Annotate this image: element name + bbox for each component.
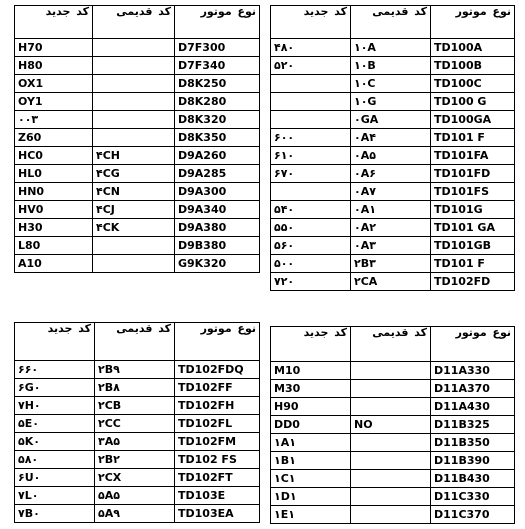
table-row [15, 433, 260, 451]
table-row [271, 111, 515, 129]
cell-motor-type: D8K280 [175, 93, 260, 111]
table-row [15, 505, 260, 523]
cell-new-code: L80 [15, 237, 93, 255]
cell-motor-type: TD102FDQ [175, 361, 260, 379]
cell-new-code: ۵۸۰ [15, 451, 95, 469]
table-row [15, 75, 260, 93]
cell-old-code: ۲B۳ [351, 255, 431, 273]
table-row [271, 506, 515, 524]
table-header-row [271, 6, 515, 39]
cell-old-code: ۴CJ [93, 201, 175, 219]
table-header-row [15, 323, 260, 361]
table-body [15, 361, 260, 523]
cell-motor-type: D11A330 [431, 362, 515, 380]
cell-new-code: ۵۰۰ [271, 255, 351, 273]
cell-motor-type: D7F300 [175, 39, 260, 57]
cell-new-code: ۷B۰ [15, 505, 95, 523]
cell-new-code: H90 [271, 398, 351, 416]
header-new-code: کد جدید [271, 327, 351, 362]
cell-old-code [93, 129, 175, 147]
cell-new-code: DD0 [271, 416, 351, 434]
header-motor-type: نوع موتور [431, 327, 515, 362]
table-header-row [15, 6, 260, 39]
cell-new-code: ۴۸۰ [271, 39, 351, 57]
table-row [271, 219, 515, 237]
cell-old-code: ۰A۷ [351, 183, 431, 201]
cell-motor-type: TD100A [431, 39, 515, 57]
cell-old-code: ۴CK [93, 219, 175, 237]
cell-old-code [93, 39, 175, 57]
header-motor-type: نوع موتور [431, 6, 515, 39]
table-row [15, 379, 260, 397]
cell-motor-type: TD102FL [175, 415, 260, 433]
cell-new-code: H80 [15, 57, 93, 75]
cell-old-code: ۲B۲ [95, 451, 175, 469]
cell-old-code: ۰A۴ [351, 129, 431, 147]
cell-old-code: ۵A۹ [95, 505, 175, 523]
cell-motor-type: TD100C [431, 75, 515, 93]
cell-old-code [351, 380, 431, 398]
cell-new-code: HN0 [15, 183, 93, 201]
cell-new-code: ۵۵۰ [271, 219, 351, 237]
cell-motor-type: D8K320 [175, 111, 260, 129]
cell-motor-type: D8K350 [175, 129, 260, 147]
cell-old-code [93, 93, 175, 111]
header-old-code: کد قدیمی [351, 327, 431, 362]
header-new-code: کد جدید [15, 323, 95, 361]
cell-old-code: ۰A۲ [351, 219, 431, 237]
cell-old-code: ۴CG [93, 165, 175, 183]
cell-new-code: ۱D۱ [271, 488, 351, 506]
cell-old-code: ۲B۹ [95, 361, 175, 379]
cell-new-code: H30 [15, 219, 93, 237]
table-row [15, 397, 260, 415]
table-top-left [14, 5, 260, 273]
cell-motor-type: TD103EA [175, 505, 260, 523]
cell-old-code: ۱۰B [351, 57, 431, 75]
cell-old-code: ۱۰C [351, 75, 431, 93]
cell-old-code: ۰A۳ [351, 237, 431, 255]
cell-motor-type: D9A300 [175, 183, 260, 201]
table-row [15, 111, 260, 129]
table-row [271, 147, 515, 165]
cell-old-code: ۴CN [93, 183, 175, 201]
cell-new-code: ۶G۰ [15, 379, 95, 397]
cell-motor-type: D11C370 [431, 506, 515, 524]
cell-old-code [93, 237, 175, 255]
cell-motor-type: TD102FT [175, 469, 260, 487]
cell-new-code: ۶۰۰ [271, 129, 351, 147]
table-row [15, 487, 260, 505]
cell-old-code: ۲CX [95, 469, 175, 487]
table-row [15, 255, 260, 273]
cell-new-code: ۱B۱ [271, 452, 351, 470]
cell-old-code: ۰A۵ [351, 147, 431, 165]
table-row [271, 452, 515, 470]
cell-old-code: ۲B۸ [95, 379, 175, 397]
table-bottom-right [270, 326, 515, 524]
cell-new-code: ۷L۰ [15, 487, 95, 505]
header-motor-type: نوع موتور [175, 323, 260, 361]
cell-motor-type: TD103E [175, 487, 260, 505]
cell-new-code: ۰۰۳ [15, 111, 93, 129]
table-row [15, 237, 260, 255]
table-row [271, 273, 515, 291]
table-body [15, 39, 260, 273]
table-row [15, 147, 260, 165]
table-row [271, 165, 515, 183]
cell-old-code [351, 488, 431, 506]
table-row [271, 93, 515, 111]
cell-old-code [93, 75, 175, 93]
table-row [15, 183, 260, 201]
cell-motor-type: TD101 F [431, 255, 515, 273]
table-row [271, 237, 515, 255]
cell-motor-type: TD102FD [431, 273, 515, 291]
table-row [15, 129, 260, 147]
cell-new-code: HC0 [15, 147, 93, 165]
cell-motor-type: D9A260 [175, 147, 260, 165]
table-body [271, 362, 515, 524]
cell-motor-type: TD102FM [175, 433, 260, 451]
table-row [15, 415, 260, 433]
cell-motor-type: D11A370 [431, 380, 515, 398]
table-top-right [270, 5, 515, 291]
table-row [271, 183, 515, 201]
cell-motor-type: D11B350 [431, 434, 515, 452]
cell-new-code: M30 [271, 380, 351, 398]
cell-motor-type: TD101FS [431, 183, 515, 201]
table-row [15, 361, 260, 379]
cell-new-code: A10 [15, 255, 93, 273]
table-row [271, 57, 515, 75]
cell-old-code [93, 111, 175, 129]
cell-motor-type: G9K320 [175, 255, 260, 273]
table-row [271, 362, 515, 380]
cell-new-code: ۵K۰ [15, 433, 95, 451]
cell-new-code [271, 183, 351, 201]
cell-old-code [351, 398, 431, 416]
table-bottom-left [14, 322, 260, 523]
cell-motor-type: TD101 GA [431, 219, 515, 237]
cell-motor-type: TD101FD [431, 165, 515, 183]
header-old-code: کد قدیمی [351, 6, 431, 39]
header-old-code: کد قدیمی [93, 6, 175, 39]
table-row [15, 469, 260, 487]
cell-new-code: HV0 [15, 201, 93, 219]
cell-old-code: ۲CC [95, 415, 175, 433]
table-row [15, 57, 260, 75]
cell-new-code: ۵E۰ [15, 415, 95, 433]
header-new-code: کد جدید [15, 6, 93, 39]
cell-motor-type: D11B390 [431, 452, 515, 470]
table-header-row [271, 327, 515, 362]
cell-old-code: NO [351, 416, 431, 434]
cell-new-code [271, 75, 351, 93]
table-row [271, 201, 515, 219]
cell-motor-type: D7F340 [175, 57, 260, 75]
cell-motor-type: D9A380 [175, 219, 260, 237]
cell-motor-type: D11B325 [431, 416, 515, 434]
cell-motor-type: TD101G [431, 201, 515, 219]
table-row [271, 416, 515, 434]
cell-new-code: Z60 [15, 129, 93, 147]
header-motor-type: نوع موتور [175, 6, 260, 39]
cell-new-code: ۵۶۰ [271, 237, 351, 255]
cell-new-code: ۶۶۰ [15, 361, 95, 379]
cell-old-code [351, 362, 431, 380]
cell-new-code: ۵۴۰ [271, 201, 351, 219]
cell-old-code [351, 506, 431, 524]
cell-motor-type: TD101FA [431, 147, 515, 165]
table-row [15, 219, 260, 237]
cell-old-code: ۰A۶ [351, 165, 431, 183]
cell-new-code: ۶U۰ [15, 469, 95, 487]
table-row [15, 201, 260, 219]
table-row [271, 39, 515, 57]
cell-motor-type: TD101GB [431, 237, 515, 255]
cell-new-code [271, 111, 351, 129]
cell-new-code: ۶۱۰ [271, 147, 351, 165]
cell-motor-type: D11A430 [431, 398, 515, 416]
cell-old-code: ۰A۱ [351, 201, 431, 219]
table-row [15, 39, 260, 57]
table-row [271, 488, 515, 506]
cell-new-code: M10 [271, 362, 351, 380]
cell-motor-type: TD102FH [175, 397, 260, 415]
header-old-code: کد قدیمی [95, 323, 175, 361]
cell-old-code: ۱۰A [351, 39, 431, 57]
cell-motor-type: D9A285 [175, 165, 260, 183]
cell-old-code [93, 57, 175, 75]
cell-old-code: ۴CH [93, 147, 175, 165]
cell-old-code: ۱۰G [351, 93, 431, 111]
cell-motor-type: TD102 FS [175, 451, 260, 469]
cell-motor-type: D11C330 [431, 488, 515, 506]
cell-motor-type: TD100GA [431, 111, 515, 129]
cell-new-code: ۶۷۰ [271, 165, 351, 183]
cell-old-code [351, 452, 431, 470]
cell-motor-type: TD100 G [431, 93, 515, 111]
header-new-code: کد جدید [271, 6, 351, 39]
cell-motor-type: D9B380 [175, 237, 260, 255]
cell-old-code: ۵A۵ [95, 487, 175, 505]
table-row [15, 451, 260, 469]
cell-old-code: ۲CB [95, 397, 175, 415]
cell-new-code: ۱A۱ [271, 434, 351, 452]
cell-new-code: ۷H۰ [15, 397, 95, 415]
cell-new-code [271, 93, 351, 111]
cell-old-code [351, 434, 431, 452]
cell-motor-type: D9A340 [175, 201, 260, 219]
cell-old-code [351, 470, 431, 488]
cell-old-code: ۳A۵ [95, 433, 175, 451]
table-row [271, 434, 515, 452]
cell-new-code: ۱E۱ [271, 506, 351, 524]
cell-new-code: HL0 [15, 165, 93, 183]
table-row [271, 380, 515, 398]
cell-motor-type: TD100B [431, 57, 515, 75]
cell-old-code [93, 255, 175, 273]
cell-new-code: ۱C۱ [271, 470, 351, 488]
table-body [271, 39, 515, 291]
table-row [271, 470, 515, 488]
cell-new-code: OX1 [15, 75, 93, 93]
cell-new-code: H70 [15, 39, 93, 57]
cell-new-code: ۵۲۰ [271, 57, 351, 75]
table-row [271, 255, 515, 273]
cell-motor-type: TD101 F [431, 129, 515, 147]
table-row [271, 129, 515, 147]
cell-motor-type: D8K250 [175, 75, 260, 93]
table-row [15, 93, 260, 111]
cell-motor-type: TD102FF [175, 379, 260, 397]
cell-new-code: OY1 [15, 93, 93, 111]
table-row [15, 165, 260, 183]
cell-new-code: ۷۲۰ [271, 273, 351, 291]
cell-old-code: ۲CA [351, 273, 431, 291]
table-row [271, 398, 515, 416]
cell-motor-type: D11B430 [431, 470, 515, 488]
table-row [271, 75, 515, 93]
cell-old-code: ۰GA [351, 111, 431, 129]
